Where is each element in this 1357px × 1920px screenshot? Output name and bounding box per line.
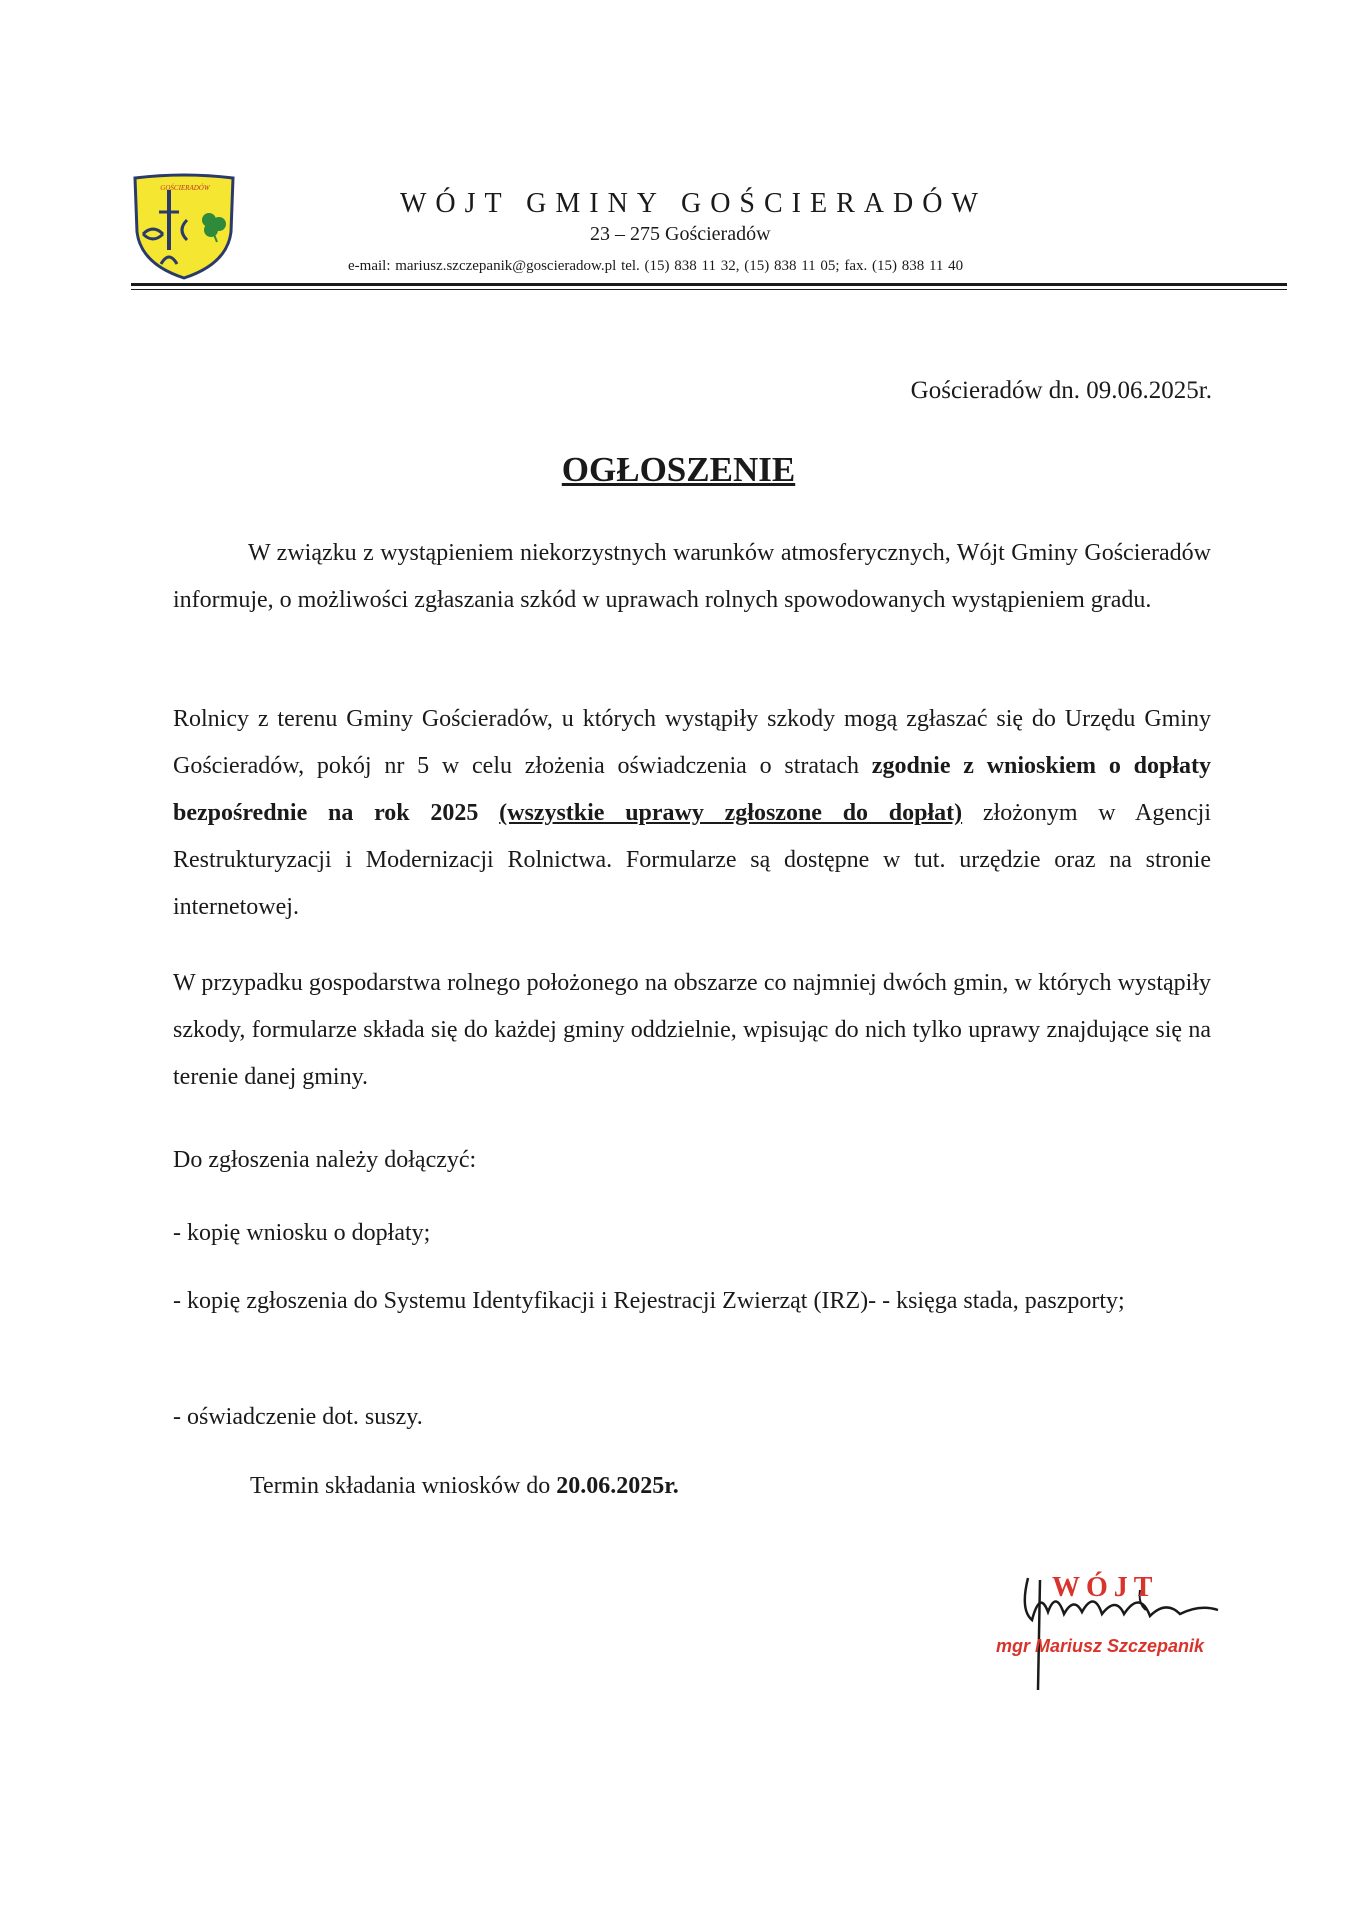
letterhead-contact: e-mail: mariusz.szczepanik@goscieradow.pl tel. (15) 838 11 32, (15) 838 11 05; fax. (15) 838 11 40 — [348, 258, 964, 274]
paragraph-intro: W związku z wystąpieniem niekorzystnych warunków atmosferycznych, Wójt Gminy Gościeradów informuje, o możliwości zgłaszania szkód w uprawach rolnych spowodowanych wystąpieniem gradu. — [173, 540, 1211, 613]
paragraph-multiple-municipalities: W przypadku gospodarstwa rolnego położonego na obszarze co najmniej dwóch gmin, w których wystąpiły szkody, formularze składa się do każdej gminy oddzielnie, wpisując do nich tylko uprawy znajdujące się na terenie danej gminy. — [173, 970, 1211, 1090]
paragraph-reporting-text-end: złożonym w Agencji Restrukturyzacji i Modernizacji Rolnictwa. Formularze są dostępne w tut. urzędzie oraz na stronie internetowej. — [173, 800, 1212, 920]
attachments-intro: Do zgłoszenia należy dołączyć: — [173, 1147, 477, 1173]
coat-of-arms-logo — [131, 172, 237, 280]
letterhead-address: 23 – 275 Gościeradów — [590, 223, 771, 245]
attachment-item: - kopię wniosku o dopłaty; — [173, 1220, 431, 1246]
letterhead-divider-thin — [131, 289, 1287, 290]
crest-text: GOŚCIERADÓW — [160, 184, 210, 192]
deadline-date: 20.06.2025r. — [556, 1473, 679, 1499]
deadline-line — [250, 1463, 679, 1510]
letterhead-divider — [131, 283, 1287, 286]
attachment-item: - kopię zgłoszenia do Systemu Identyfikacji i Rejestracji Zwierząt (IRZ)- - księga stada, paszporty; — [173, 1288, 1125, 1314]
document-date: Gościeradów dn. 09.06.2025r. — [910, 377, 1212, 404]
document-heading: OGŁOSZENIE — [561, 450, 796, 489]
subsidy-reference: zgodnie z wnioskiem o dopłaty bezpośrednie na rok 2025 — [173, 753, 1211, 826]
letterhead-title: WÓJT GMINY GOŚCIERADÓW — [400, 188, 987, 219]
paragraph-reporting-text: Rolnicy z terenu Gminy Gościeradów, u których wystąpiły szkody mogą zgłaszać się do Urzędu Gminy Gościeradów, pokój nr 5 w celu złożenia oświadczenia o stratach — [173, 706, 1211, 779]
paragraph-reporting — [173, 696, 1211, 931]
signature-name: mgr Mariusz Szczepanik — [996, 1636, 1205, 1656]
signature-title: WÓJT — [1052, 1572, 1159, 1603]
deadline-text: Termin składania wniosków do — [250, 1473, 557, 1499]
attachment-item: - oświadczenie dot. suszy. — [173, 1404, 423, 1430]
crops-note: (wszystkie uprawy zgłoszone do dopłat) — [499, 800, 963, 826]
